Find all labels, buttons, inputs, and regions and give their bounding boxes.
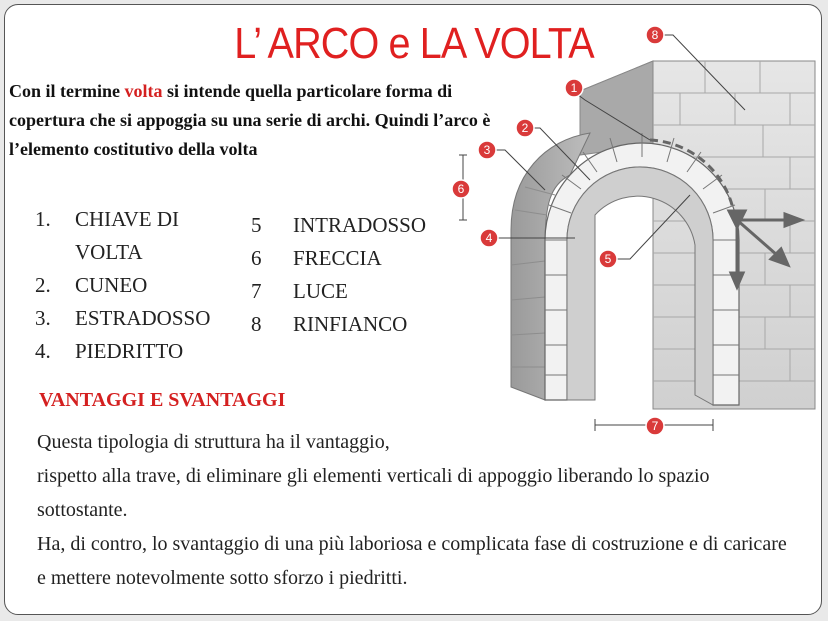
list-label: CHIAVE DI [75, 207, 180, 231]
list-number: 5 [251, 213, 262, 237]
marker-4 [480, 229, 498, 247]
list-label: LUCE [293, 279, 348, 303]
body-line: rispetto alla trave, di eliminare gli elementi verticali di appoggio liberando lo spazio sottostante. [37, 465, 710, 521]
body-line: Ha, di contro, lo svantaggio di una più laboriosa e complicata fase di costruzione e di caricare e mettere notevolmente sotto sforzo i piedritti. [37, 533, 787, 589]
marker-label: 8 [651, 28, 659, 42]
marker-label: 5 [604, 252, 612, 266]
list-number: 4. [35, 339, 51, 363]
arch-diagram [445, 15, 820, 440]
marker-3 [478, 141, 496, 159]
slide-title: L’ ARCO e LA VOLTA [234, 19, 594, 68]
marker-5 [599, 250, 617, 268]
list-label: FRECCIA [293, 246, 382, 270]
list-number: 2. [35, 273, 51, 297]
list-label: VOLTA [75, 240, 143, 264]
list-number: 6 [251, 246, 262, 270]
parts-list-left [35, 203, 245, 368]
intro-paragraph [9, 77, 509, 164]
marker-label: 6 [457, 182, 465, 196]
slide [4, 4, 822, 615]
marker-6 [452, 180, 470, 198]
list-item [35, 203, 245, 236]
list-label: CUNEO [75, 273, 148, 297]
list-number: 3. [35, 306, 51, 330]
marker-label: 2 [521, 121, 529, 135]
list-item [35, 269, 245, 302]
marker-1 [565, 79, 583, 97]
list-label: INTRADOSSO [293, 213, 427, 237]
intro-text-after: si intende quella particolare forma di copertura che si appoggia su una serie di archi. Quindi l’arco è l’elemento costitutivo della volta [9, 81, 491, 159]
marker-2 [516, 119, 534, 137]
list-item-continuation [35, 236, 245, 269]
body-line: Questa tipologia di struttura ha il vantaggio, [37, 431, 390, 453]
marker-label: 4 [485, 231, 493, 245]
marker-label: 7 [651, 419, 659, 433]
list-label: ESTRADOSSO [75, 306, 211, 330]
list-number: 1. [35, 207, 51, 231]
marker-label: 1 [570, 81, 578, 95]
marker-7 [646, 417, 664, 435]
marker-label: 3 [483, 143, 491, 157]
intro-highlight-volta: volta [124, 81, 163, 101]
list-label: PIEDRITTO [75, 339, 184, 363]
list-number: 8 [251, 312, 262, 336]
list-item [35, 335, 245, 368]
body-text [37, 425, 797, 595]
section-title: VANTAGGI E SVANTAGGI [39, 389, 286, 411]
intro-text-before: Con il termine [9, 81, 125, 101]
list-number: 7 [251, 279, 262, 303]
list-item [35, 302, 245, 335]
list-label: RINFIANCO [293, 312, 408, 336]
marker-8 [646, 26, 664, 44]
